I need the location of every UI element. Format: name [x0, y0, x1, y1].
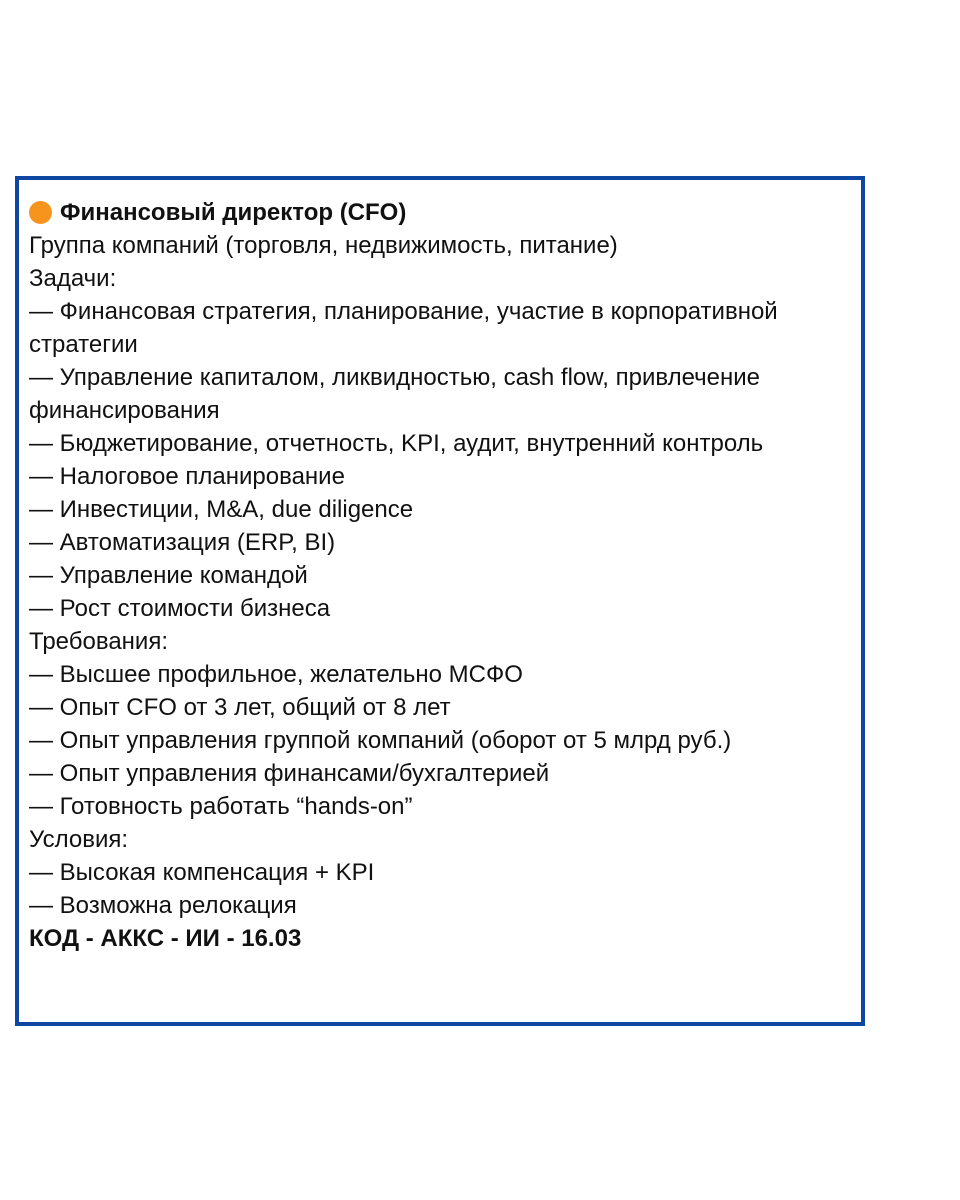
requirement-item: — Опыт управления финансами/бухгалтерией — [29, 760, 550, 787]
task-item: — Бюджетирование, отчетность, KPI, аудит, внутренний контроль — [29, 430, 764, 457]
requirement-item: — Опыт CFO от 3 лет, общий от 8 лет — [29, 694, 451, 721]
task-item: — Рост стоимости бизнеса — [29, 595, 331, 622]
company-description: Группа компаний (торговля, недвижимость, питание) — [29, 232, 618, 259]
condition-item: — Высокая компенсация + KPI — [29, 859, 375, 886]
task-item: — Управление командой — [29, 562, 308, 589]
task-item: — Управление капиталом, ликвидностью, cash flow, привлечение финансирования — [29, 364, 760, 424]
vacancy-card — [15, 176, 865, 1026]
tasks-heading: Задачи: — [29, 265, 117, 292]
requirement-item: — Высшее профильное, желательно МСФО — [29, 661, 523, 688]
requirement-item: — Опыт управления группой компаний (оборот от 5 млрд руб.) — [29, 727, 732, 754]
requirement-item: — Готовность работать “hands-on” — [29, 793, 413, 820]
condition-item: — Возможна релокация — [29, 892, 297, 919]
vacancy-code: КОД - АККС - ИИ - 16.03 — [29, 925, 302, 952]
conditions-heading: Условия: — [29, 826, 129, 853]
orange-circle-icon — [29, 201, 52, 224]
task-item: — Автоматизация (ERP, BI) — [29, 529, 336, 556]
requirements-heading: Требования: — [29, 628, 168, 655]
task-item: — Инвестиции, M&A, due diligence — [29, 496, 414, 523]
vacancy-title: Финансовый директор (CFO) — [60, 199, 407, 226]
task-item: — Налоговое планирование — [29, 463, 345, 490]
vacancy-title-row — [29, 196, 853, 229]
vacancy-content — [29, 196, 853, 955]
task-item: — Финансовая стратегия, планирование, участие в корпоративной стратегии — [29, 298, 778, 358]
